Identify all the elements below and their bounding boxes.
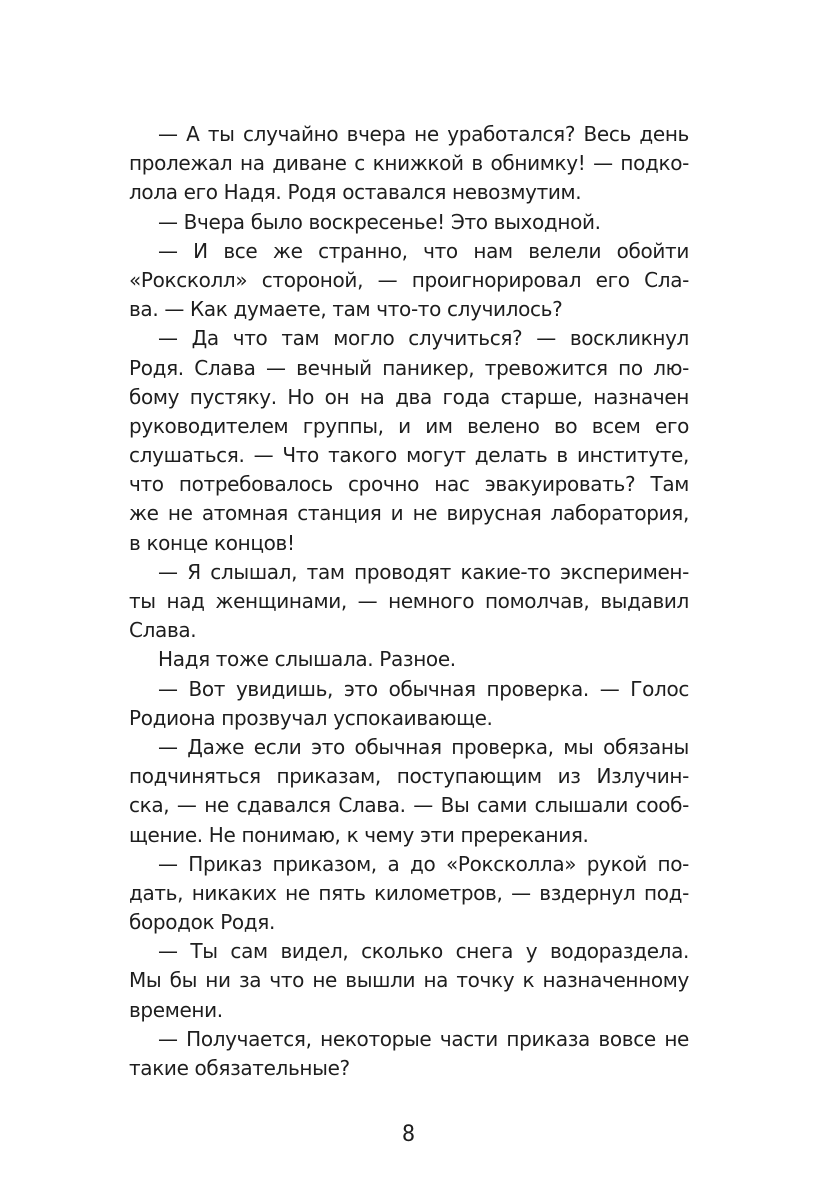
text-line: бому пустяку. Но он на два года старше, назначен bbox=[129, 384, 689, 409]
text-line: — Получается, некоторые части приказа вовсе не bbox=[158, 1026, 689, 1051]
page-number: 8 bbox=[401, 1122, 416, 1147]
text-line: пролежал на диване с книжкой в обнимку! — подко- bbox=[129, 151, 689, 176]
text-line: бородок Родя. bbox=[129, 910, 275, 935]
text-line: времени. bbox=[129, 997, 223, 1022]
text-line: — Вот увидишь, это обычная проверка. — Голос bbox=[158, 676, 689, 701]
text-line: лола его Надя. Родя оставался невозмутим. bbox=[129, 180, 582, 205]
text-line: слушаться. — Что такого могут делать в институте, bbox=[129, 443, 689, 468]
text-line: Мы бы ни за что не вышли на точку к назначенному bbox=[129, 968, 689, 993]
text-line: Родя. Слава — вечный паникер, тревожится по лю- bbox=[129, 355, 689, 380]
text-line: — Даже если это обычная проверка, мы обязаны bbox=[158, 734, 689, 759]
text-line: ва. — Как думаете, там что-то случилось? bbox=[129, 297, 563, 322]
text-line: руководителем группы, и им велено во всем его bbox=[129, 413, 689, 438]
text-line: же не атомная станция и не вирусная лаборатория, bbox=[129, 501, 689, 526]
text-line: Слава. bbox=[129, 618, 197, 643]
text-line: дать, никаких не пять километров, — вздернул под- bbox=[129, 880, 689, 905]
text-line: — Приказ приказом, а до «Роксколла» рукой по- bbox=[158, 851, 689, 876]
body-text bbox=[129, 120, 689, 1083]
text-line: ты над женщинами, — немного помолчав, выдавил bbox=[129, 589, 689, 613]
text-line: в конце концов! bbox=[129, 530, 295, 555]
text-line: «Роксколл» стороной, — проигнорировал его Сла- bbox=[129, 267, 689, 292]
text-line: — Я слышал, там проводят какие-то эксперимен- bbox=[158, 559, 689, 584]
text-line: такие обязательные? bbox=[129, 1056, 350, 1080]
text-line: — Вчера было воскресенье! Это выходной. bbox=[158, 209, 601, 234]
text-line: — Ты сам видел, сколько снега у водораздела. bbox=[158, 939, 689, 964]
text-line: что потребовалось срочно нас эвакуировать? Там bbox=[129, 472, 689, 497]
text-line: подчиняться приказам, поступающим из Излучин- bbox=[129, 764, 689, 789]
text-line: Надя тоже слышала. Разное. bbox=[158, 647, 456, 672]
text-line: Родиона прозвучал успокаивающе. bbox=[129, 705, 493, 730]
text-line: — И все же странно, что нам велели обойти bbox=[158, 238, 689, 263]
text-line: — Да что там могло случиться? — воскликнул bbox=[158, 326, 689, 351]
text-line: щение. Не понимаю, к чему эти пререкания. bbox=[129, 822, 589, 847]
text-line: — А ты случайно вчера не уработался? Весь день bbox=[158, 122, 689, 146]
text-line: ска, — не сдавался Слава. — Вы сами слышали сооб- bbox=[129, 793, 689, 818]
